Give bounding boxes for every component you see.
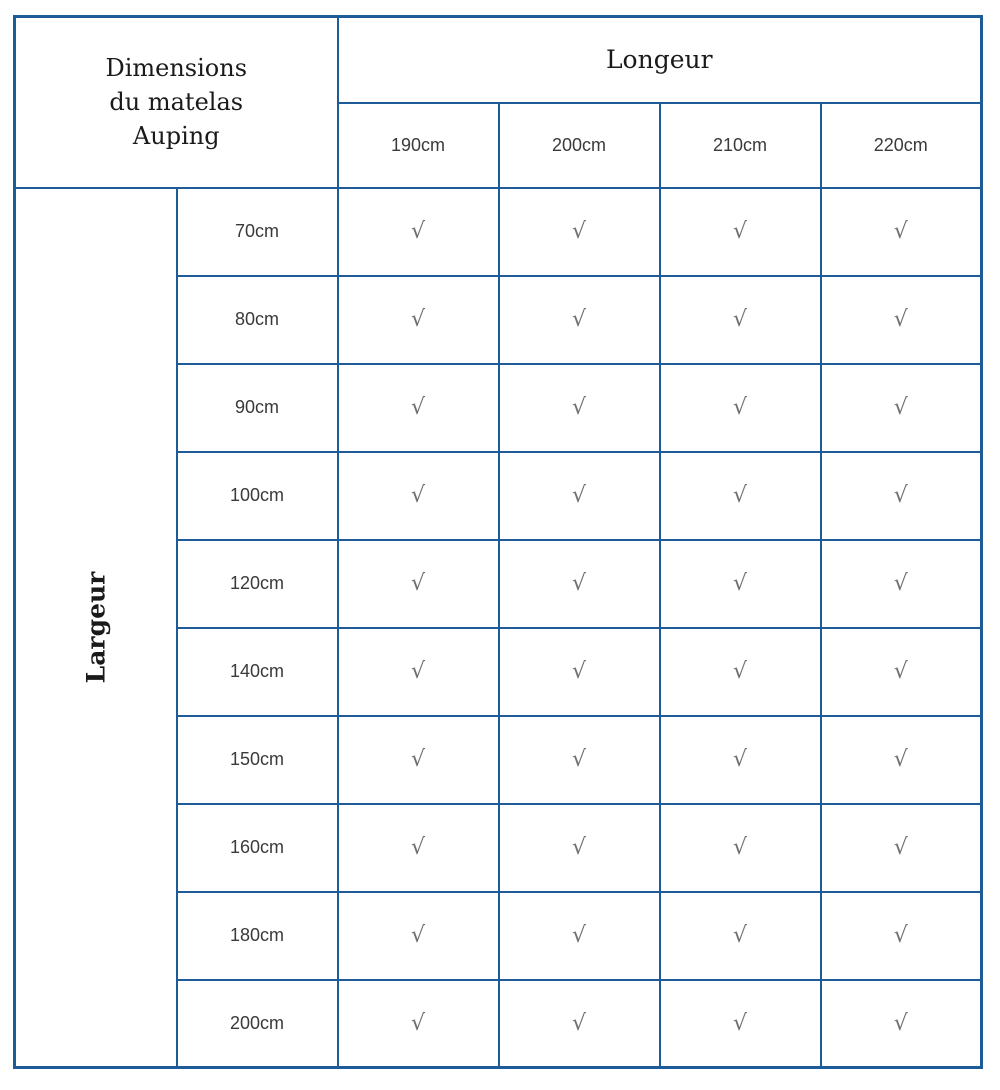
check-icon: √ xyxy=(732,219,748,244)
check-icon: √ xyxy=(732,835,748,860)
check-icon: √ xyxy=(571,571,587,596)
length-column-header-220: 220cm xyxy=(821,103,982,188)
check-icon: √ xyxy=(732,659,748,684)
availability-cell xyxy=(499,276,660,364)
check-icon: √ xyxy=(893,747,908,772)
check-icon: √ xyxy=(893,395,908,420)
availability-cell xyxy=(660,716,821,804)
check-icon: √ xyxy=(571,219,587,244)
check-icon: √ xyxy=(732,923,748,948)
availability-cell xyxy=(338,452,499,540)
check-icon: √ xyxy=(410,307,426,332)
availability-cell xyxy=(660,628,821,716)
check-icon: √ xyxy=(410,747,426,772)
check-icon: √ xyxy=(893,835,908,860)
availability-cell xyxy=(821,980,982,1068)
availability-cell xyxy=(338,364,499,452)
length-group-header: Longeur xyxy=(338,17,982,103)
check-icon: √ xyxy=(410,659,426,684)
width-group-header: Largeur xyxy=(81,571,111,684)
availability-cell xyxy=(499,628,660,716)
check-icon: √ xyxy=(732,307,748,332)
availability-cell xyxy=(821,188,982,276)
availability-cell xyxy=(660,540,821,628)
availability-cell xyxy=(338,276,499,364)
check-icon: √ xyxy=(732,483,748,508)
check-icon: √ xyxy=(571,395,587,420)
availability-cell xyxy=(660,980,821,1068)
availability-cell xyxy=(338,892,499,980)
check-icon: √ xyxy=(410,835,426,860)
availability-cell xyxy=(338,628,499,716)
width-row-header-180: 180cm xyxy=(177,892,338,980)
availability-cell xyxy=(499,452,660,540)
check-icon: √ xyxy=(410,1010,426,1036)
check-icon: √ xyxy=(571,1010,587,1036)
width-row-header-80: 80cm xyxy=(177,276,338,364)
table-row xyxy=(15,188,982,276)
check-icon: √ xyxy=(571,923,587,948)
check-icon: √ xyxy=(893,483,908,508)
availability-cell xyxy=(660,452,821,540)
check-icon: √ xyxy=(410,483,426,508)
width-row-header-100: 100cm xyxy=(177,452,338,540)
check-icon: √ xyxy=(893,1010,908,1036)
availability-cell xyxy=(338,980,499,1068)
availability-cell xyxy=(660,364,821,452)
width-row-header-90: 90cm xyxy=(177,364,338,452)
check-icon: √ xyxy=(571,307,587,332)
corner-header-line: du matelas xyxy=(109,88,244,117)
availability-cell xyxy=(499,364,660,452)
check-icon: √ xyxy=(410,923,426,948)
availability-cell xyxy=(338,188,499,276)
width-row-header-70: 70cm xyxy=(177,188,338,276)
availability-cell xyxy=(660,276,821,364)
availability-cell xyxy=(660,892,821,980)
availability-cell xyxy=(821,804,982,892)
availability-cell xyxy=(660,804,821,892)
availability-cell xyxy=(338,540,499,628)
check-icon: √ xyxy=(893,659,908,684)
check-icon: √ xyxy=(571,747,587,772)
corner-header-line: Dimensions xyxy=(105,54,248,83)
availability-cell xyxy=(660,188,821,276)
length-column-header-190: 190cm xyxy=(338,103,499,188)
width-group-header-cell xyxy=(15,188,177,1068)
check-icon: √ xyxy=(571,659,587,684)
availability-cell xyxy=(821,628,982,716)
availability-cell xyxy=(499,804,660,892)
availability-cell xyxy=(499,892,660,980)
availability-cell xyxy=(821,452,982,540)
availability-cell xyxy=(821,364,982,452)
check-icon: √ xyxy=(732,747,748,772)
availability-cell xyxy=(499,188,660,276)
corner-header-line: Auping xyxy=(132,122,220,151)
availability-cell xyxy=(821,540,982,628)
check-icon: √ xyxy=(410,219,426,244)
check-icon: √ xyxy=(571,835,587,860)
check-icon: √ xyxy=(732,1010,748,1036)
availability-cell xyxy=(821,276,982,364)
check-icon: √ xyxy=(732,395,748,420)
length-column-header-200: 200cm xyxy=(499,103,660,188)
width-row-header-150: 150cm xyxy=(177,716,338,804)
width-row-header-140: 140cm xyxy=(177,628,338,716)
availability-cell xyxy=(499,540,660,628)
width-row-header-160: 160cm xyxy=(177,804,338,892)
check-icon: √ xyxy=(893,571,908,596)
availability-cell xyxy=(338,804,499,892)
mattress-dimensions-table-container xyxy=(13,15,983,1069)
availability-cell xyxy=(821,716,982,804)
corner-header-cell xyxy=(15,17,338,188)
check-icon: √ xyxy=(410,571,426,596)
availability-cell xyxy=(499,980,660,1068)
check-icon: √ xyxy=(410,395,426,420)
check-icon: √ xyxy=(571,483,587,508)
check-icon: √ xyxy=(893,307,908,332)
length-column-header-210: 210cm xyxy=(660,103,821,188)
width-row-header-200: 200cm xyxy=(177,980,338,1068)
availability-cell xyxy=(499,716,660,804)
availability-cell xyxy=(338,716,499,804)
availability-cell xyxy=(821,892,982,980)
check-icon: √ xyxy=(732,571,748,596)
check-icon: √ xyxy=(893,923,908,948)
check-icon: √ xyxy=(893,219,908,244)
width-row-header-120: 120cm xyxy=(177,540,338,628)
mattress-dimensions-table xyxy=(13,15,983,1069)
